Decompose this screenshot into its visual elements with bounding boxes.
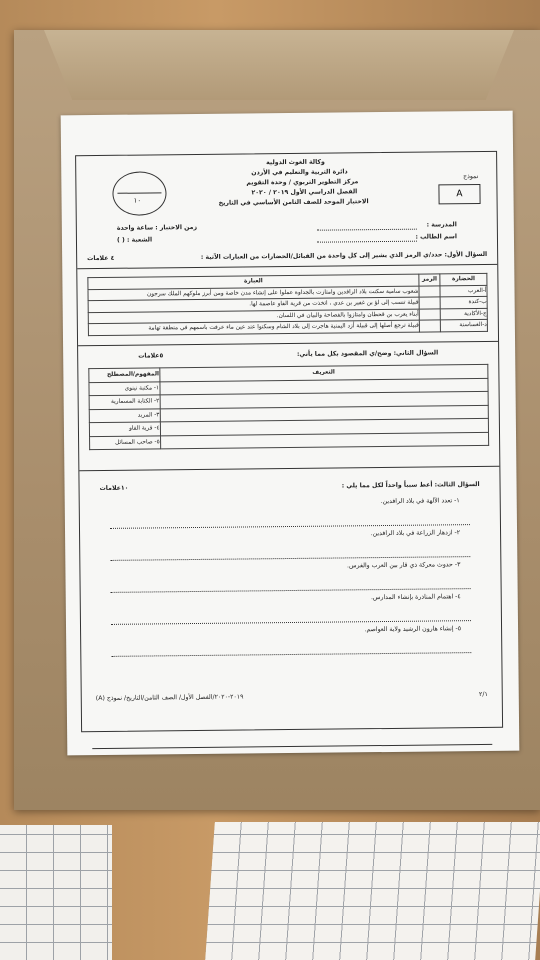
q3-item: ٤- اهتمام المناذرة بإنشاء المدارس. <box>370 593 461 602</box>
q2-prompt: السؤال الثاني: وضح/ي المقصود بكل مما يأتي: <box>296 349 439 358</box>
q1-statement: شعوب سامية سكنت بلاد الرافدين وامتازت بالجداوة عملوا على إنشاء مدن خاصة ومن أبرز ملوكهم الملك سرجون <box>88 286 419 301</box>
q1-civ: ج-الأكادية <box>440 308 487 320</box>
footer-page: ٢/١ <box>478 690 488 699</box>
answer-sheet-left <box>0 825 112 960</box>
q1-prompt: السؤال الأول: حدد/ي الرمز الذي يشير إلى كل واحدة من القبائل/الحضارات من العبارات الآتية : <box>200 250 488 261</box>
score-circle <box>112 171 166 216</box>
score-total: ١٠ <box>133 196 142 205</box>
exam-paper <box>61 111 520 756</box>
q3-item: ٣- حدوث معركة ذي قار بين العرب والفرس. <box>346 561 461 570</box>
term-title: الفصل الدراسي الأول ٢٠١٩ / ٢٠٢٠ <box>251 188 358 197</box>
q1-symbol-cell <box>419 320 440 332</box>
q1-civ: ب-كندة <box>440 296 487 308</box>
q1-statement: قبيلة تنسب إلى لؤ بن غفير بن عدي ، اتخذت من قرية الفاو عاصمة لها. <box>88 297 419 312</box>
agency-title: وكالة الغوث الدولية <box>266 158 325 167</box>
dept-title: دائرة التربية والتعليم في الأردن <box>251 168 348 177</box>
q1-symbol-cell <box>419 285 440 297</box>
time-label: زمن الاختبار : ساعة واحدة <box>116 223 198 232</box>
q3-item: ٢- ازدهار الزراعة في بلاد الرافدين. <box>370 529 461 538</box>
q2-term: ٢- الكتابة المسمارية <box>89 395 160 409</box>
q2-term: ٤- قرية الفاو <box>89 422 160 436</box>
q3-marks: ١٠علامات <box>99 484 129 492</box>
center-title: مركز التطوير التربوي / وحدة التقويم <box>246 178 359 187</box>
student-label: اسم الطالب : <box>415 233 457 241</box>
q1-symbol-cell <box>419 308 440 320</box>
q2-section <box>78 348 499 471</box>
q1-symbol-cell <box>419 297 440 309</box>
school-label: المدرسة : <box>426 221 457 229</box>
q1-marks: ٤ علامات <box>87 254 115 263</box>
q2-term: ٥- صاحب المسائل <box>90 435 161 449</box>
section-label: الشعبة : ( ) <box>116 236 153 244</box>
footer-divider <box>92 744 492 749</box>
footer-info: ٢٠١٩-٢٠٢٠/الفصل الأول/ الصف الثامن/التاريخ/ نموذج (A) <box>95 693 244 703</box>
q2-table <box>88 364 489 450</box>
q3-prompt: السؤال الثالث: أعط سبباً واحداً لكل مما يلي : <box>341 481 480 490</box>
q1-header-civ: الحضارة <box>440 273 487 285</box>
exam-frame <box>75 151 503 732</box>
q1-table <box>87 273 488 336</box>
model-box: A <box>438 184 480 204</box>
q1-header-symbol: الرمز <box>419 274 440 286</box>
q2-header-def: التعريف <box>159 364 488 381</box>
q1-civ: أ-العرب <box>440 285 487 297</box>
exam-title: الاختبار الموحد للصف الثامن الأساسي في التاريخ <box>218 198 369 207</box>
answer-sheet-right <box>205 822 540 960</box>
q1-statement: أبناء يعرب بن قحطان وامتازوا بالفصاحة والبيان في اللسان. <box>88 309 419 324</box>
q3-item: ١- تعدد الآلهة في بلاد الرافدين. <box>380 497 460 506</box>
table-row <box>90 432 489 450</box>
q1-civ: د-الغساسنة <box>441 319 488 331</box>
q1-statement: قبيلة ترجع أصلها إلى قبيلة أزد اليمنية هاجرت إلى بلاد الشام وسكنوا عند عين ماء عرفت باسمهم في منطقة تهامة <box>88 320 419 335</box>
q2-marks: ٥علامات <box>138 352 164 360</box>
q2-def-cell <box>160 432 489 449</box>
q3-item: ٥- إنشاء هارون الرشيد ولاية العواصم. <box>364 625 462 634</box>
q1-header-statement: العبارة <box>88 274 419 289</box>
q2-term: ٣- المربد <box>89 408 160 422</box>
q2-term: ١- مكتبة نينوى <box>89 381 160 395</box>
model-label: نموذج <box>463 173 479 181</box>
q2-header-term: المفهوم/المصطلح <box>89 368 160 382</box>
envelope-flap <box>44 30 514 100</box>
q1-section <box>77 264 498 346</box>
